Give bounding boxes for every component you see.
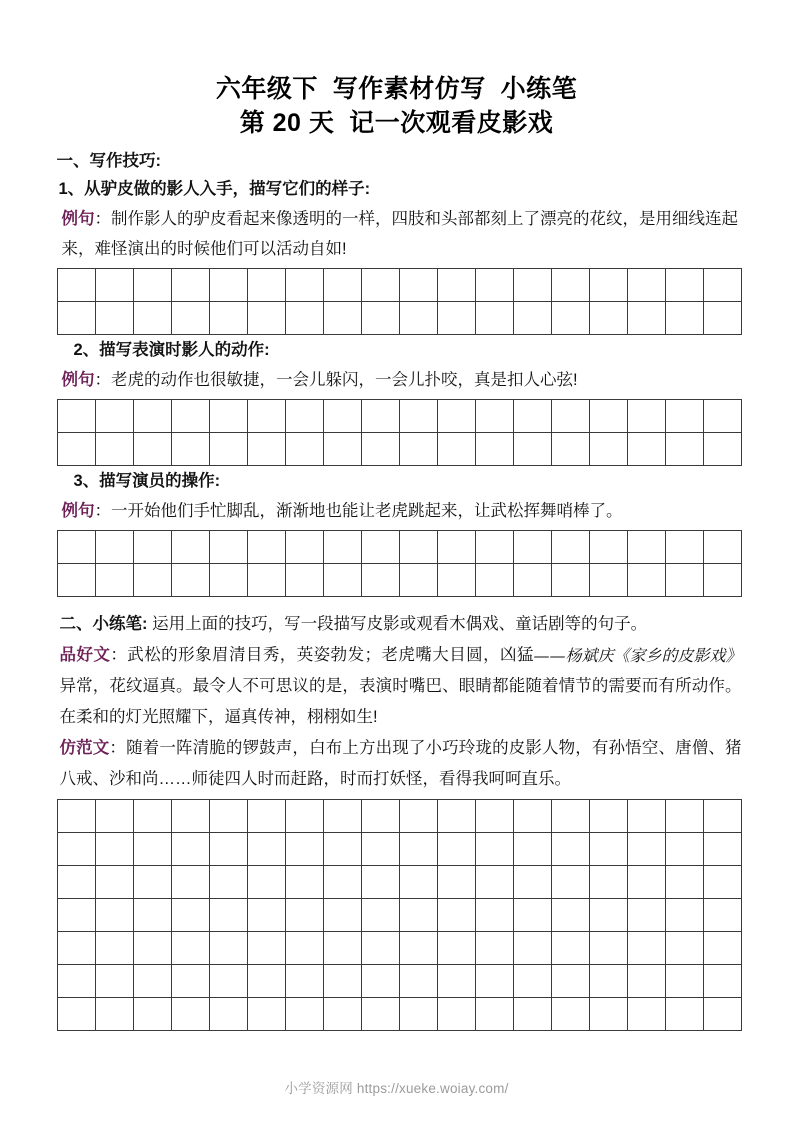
grid-cell[interactable] (704, 302, 742, 335)
grid-cell[interactable] (590, 302, 628, 335)
grid-cell[interactable] (476, 833, 514, 866)
grid-cell[interactable] (210, 932, 248, 965)
grid-cell[interactable] (514, 800, 552, 833)
grid-cell[interactable] (590, 400, 628, 433)
grid-cell[interactable] (248, 998, 286, 1031)
example-text-3: 一开始他们手忙脚乱，渐渐地也能让老虎跳起来，让武松挥舞哨棒了。 (111, 502, 623, 520)
grid-cell[interactable] (134, 998, 172, 1031)
grid-cell[interactable] (134, 800, 172, 833)
grid-cell[interactable] (172, 531, 210, 564)
model-text-label: 仿范文 (59, 739, 110, 757)
grid-cell[interactable] (400, 269, 438, 302)
grid-cell[interactable] (172, 965, 210, 998)
grid-cell[interactable] (628, 965, 666, 998)
writing-grid-main[interactable] (57, 799, 742, 1031)
section-two-label: 二、小练笔: (59, 615, 148, 633)
grid-cell[interactable] (362, 833, 400, 866)
grid-cell[interactable] (134, 302, 172, 335)
grid-cell[interactable] (552, 531, 590, 564)
grid-cell[interactable] (210, 899, 248, 932)
grid-cell[interactable] (324, 433, 362, 466)
grid-cell[interactable] (134, 899, 172, 932)
grid-cell[interactable] (704, 531, 742, 564)
grid-cell[interactable] (666, 433, 704, 466)
grid-cell[interactable] (286, 932, 324, 965)
grid-cell[interactable] (400, 433, 438, 466)
grid-cell[interactable] (438, 269, 476, 302)
technique-1-heading: 1、从驴皮做的影人入手，描写它们的样子: (58, 180, 371, 198)
grid-cell[interactable] (628, 833, 666, 866)
grid-cell[interactable] (362, 531, 400, 564)
example-text-2: 老虎的动作也很敏捷，一会儿躲闪，一会儿扑咬，真是扣人心弦! (111, 371, 578, 389)
grid-cell[interactable] (552, 866, 590, 899)
grid-cell[interactable] (438, 531, 476, 564)
grid-cell[interactable] (704, 400, 742, 433)
grid-cell[interactable] (438, 932, 476, 965)
grid-cell[interactable] (58, 302, 96, 335)
grid-cell[interactable] (514, 400, 552, 433)
grid-cell[interactable] (552, 998, 590, 1031)
grid-cell[interactable] (58, 433, 96, 466)
grid-cell[interactable] (248, 899, 286, 932)
grid-cell[interactable] (476, 531, 514, 564)
grid-cell[interactable] (96, 269, 134, 302)
grid-cell[interactable] (552, 800, 590, 833)
grid-cell[interactable] (134, 833, 172, 866)
example-text-1: 制作影人的驴皮看起来像透明的一样，四肢和头部都刻上了漂亮的花纹，是用细线连起来，难怪演出的时候他们可以活动自如! (61, 210, 738, 258)
grid-cell[interactable] (476, 899, 514, 932)
grid-cell[interactable] (666, 998, 704, 1031)
grid-cell[interactable] (134, 531, 172, 564)
grid-cell[interactable] (58, 531, 96, 564)
grid-cell[interactable] (172, 302, 210, 335)
grid-cell[interactable] (172, 800, 210, 833)
grid-cell[interactable] (286, 899, 324, 932)
grid-cell[interactable] (134, 269, 172, 302)
section-two-heading (60, 609, 742, 640)
grid-cell[interactable] (704, 965, 742, 998)
grid-cell[interactable] (96, 833, 134, 866)
grid-cell[interactable] (704, 800, 742, 833)
grid-cell[interactable] (286, 531, 324, 564)
grid-cell[interactable] (58, 998, 96, 1031)
grid-cell[interactable] (704, 433, 742, 466)
grid-cell[interactable] (324, 998, 362, 1031)
grid-cell[interactable] (628, 433, 666, 466)
example-label-1: 例句 (61, 210, 95, 228)
grid-cell[interactable] (514, 965, 552, 998)
grid-cell[interactable] (514, 269, 552, 302)
grid-cell[interactable] (286, 833, 324, 866)
grid-cell[interactable] (362, 866, 400, 899)
grid-cell[interactable] (58, 269, 96, 302)
grid-cell[interactable] (666, 833, 704, 866)
grid-cell[interactable] (704, 564, 742, 597)
grid-cell[interactable] (514, 899, 552, 932)
grid-cell[interactable] (438, 400, 476, 433)
grid-cell[interactable] (704, 899, 742, 932)
grid-cell[interactable] (628, 932, 666, 965)
grid-cell[interactable] (666, 800, 704, 833)
technique-3-heading: 3、描写演员的操作: (73, 472, 221, 490)
grid-cell[interactable] (552, 564, 590, 597)
grid-cell[interactable] (210, 269, 248, 302)
grid-cell[interactable] (628, 899, 666, 932)
grid-cell[interactable] (552, 400, 590, 433)
grid-cell[interactable] (666, 965, 704, 998)
writing-grid-1[interactable] (57, 268, 742, 335)
grid-cell[interactable] (628, 800, 666, 833)
grid-cell[interactable] (438, 433, 476, 466)
grid-cell[interactable] (400, 998, 438, 1031)
grid-cell[interactable] (628, 302, 666, 335)
grid-cell[interactable] (400, 899, 438, 932)
grid-cell[interactable] (248, 302, 286, 335)
grid-cell[interactable] (96, 899, 134, 932)
grid-cell[interactable] (286, 302, 324, 335)
grid-cell[interactable] (552, 932, 590, 965)
grid-cell[interactable] (248, 433, 286, 466)
grid-cell[interactable] (628, 998, 666, 1031)
grid-cell[interactable] (172, 899, 210, 932)
page-title (0, 0, 793, 140)
grid-cell[interactable] (362, 302, 400, 335)
grid-cell[interactable] (552, 833, 590, 866)
grid-cell[interactable] (476, 302, 514, 335)
grid-cell[interactable] (438, 564, 476, 597)
grid-cell[interactable] (514, 833, 552, 866)
grid-cell[interactable] (324, 800, 362, 833)
grid-cell[interactable] (438, 965, 476, 998)
grid-cell[interactable] (362, 400, 400, 433)
grid-cell[interactable] (476, 998, 514, 1031)
grid-cell[interactable] (362, 269, 400, 302)
grid-cell[interactable] (666, 899, 704, 932)
grid-cell[interactable] (552, 269, 590, 302)
technique-3-example (62, 496, 742, 526)
grid-cell[interactable] (324, 899, 362, 932)
grid-cell[interactable] (248, 564, 286, 597)
grid-cell[interactable] (96, 965, 134, 998)
grid-cell[interactable] (96, 998, 134, 1031)
grid-cell[interactable] (476, 800, 514, 833)
grid-cell[interactable] (438, 800, 476, 833)
grid-cell[interactable] (210, 998, 248, 1031)
grid-cell[interactable] (58, 564, 96, 597)
grid-cell[interactable] (248, 400, 286, 433)
grid-cell[interactable] (628, 866, 666, 899)
grid-cell[interactable] (666, 531, 704, 564)
grid-cell[interactable] (400, 531, 438, 564)
grid-cell[interactable] (628, 564, 666, 597)
grid-cell[interactable] (286, 866, 324, 899)
grid-cell[interactable] (324, 833, 362, 866)
grid-cell[interactable] (248, 800, 286, 833)
grid-cell[interactable] (590, 932, 628, 965)
grid-cell[interactable] (210, 866, 248, 899)
grid-cell[interactable] (96, 866, 134, 899)
grid-cell[interactable] (96, 564, 134, 597)
model-text-passage (60, 733, 742, 795)
grid-cell[interactable] (210, 400, 248, 433)
grid-cell[interactable] (590, 965, 628, 998)
grid-cell[interactable] (476, 866, 514, 899)
grid-cell[interactable] (666, 564, 704, 597)
grid-cell[interactable] (666, 400, 704, 433)
example-sep-2: ： (94, 371, 111, 389)
writing-grid-3[interactable] (57, 530, 742, 597)
grid-cell[interactable] (286, 400, 324, 433)
grid-cell[interactable] (172, 433, 210, 466)
grid-cell[interactable] (400, 400, 438, 433)
grid-cell[interactable] (476, 965, 514, 998)
grid-cell[interactable] (590, 564, 628, 597)
grid-cell[interactable] (286, 433, 324, 466)
grid-cell[interactable] (514, 302, 552, 335)
grid-cell[interactable] (628, 269, 666, 302)
grid-cell[interactable] (134, 866, 172, 899)
grid-cell[interactable] (134, 400, 172, 433)
section-one-heading: 一、写作技巧: (56, 152, 161, 170)
grid-cell[interactable] (514, 433, 552, 466)
grid-cell[interactable] (704, 833, 742, 866)
grid-cell[interactable] (590, 899, 628, 932)
good-text-attribution: ——杨斌庆《家乡的皮影戏》 (533, 646, 742, 665)
grid-cell[interactable] (438, 302, 476, 335)
model-text-sep: ： (109, 739, 127, 757)
grid-cell[interactable] (438, 899, 476, 932)
grid-cell[interactable] (628, 400, 666, 433)
grid-cell[interactable] (552, 899, 590, 932)
good-text-sep: ： (110, 646, 128, 664)
grid-cell[interactable] (58, 400, 96, 433)
grid-cell[interactable] (362, 800, 400, 833)
worksheet-content (52, 140, 742, 1031)
grid-cell[interactable] (134, 433, 172, 466)
grid-cell[interactable] (400, 302, 438, 335)
grid-cell[interactable] (324, 564, 362, 597)
grid-cell[interactable] (438, 998, 476, 1031)
grid-cell[interactable] (438, 833, 476, 866)
grid-cell[interactable] (628, 531, 666, 564)
grid-cell[interactable] (210, 531, 248, 564)
grid-cell[interactable] (476, 564, 514, 597)
grid-cell[interactable] (400, 965, 438, 998)
grid-cell[interactable] (552, 965, 590, 998)
grid-cell[interactable] (476, 433, 514, 466)
grid-cell[interactable] (210, 564, 248, 597)
grid-cell[interactable] (58, 899, 96, 932)
grid-cell[interactable] (172, 866, 210, 899)
grid-cell[interactable] (248, 932, 286, 965)
grid-cell[interactable] (248, 866, 286, 899)
example-label-2: 例句 (61, 371, 95, 389)
writing-grid-2[interactable] (57, 399, 742, 466)
grid-cell[interactable] (248, 531, 286, 564)
grid-cell[interactable] (400, 833, 438, 866)
grid-cell[interactable] (590, 433, 628, 466)
title-line-2: 第 20 天 记一次观看皮影戏 (239, 109, 554, 137)
grid-cell[interactable] (172, 564, 210, 597)
grid-cell[interactable] (96, 400, 134, 433)
grid-cell[interactable] (666, 302, 704, 335)
grid-cell[interactable] (58, 800, 96, 833)
grid-cell[interactable] (552, 302, 590, 335)
example-label-3: 例句 (61, 502, 95, 520)
grid-cell[interactable] (286, 965, 324, 998)
grid-cell[interactable] (248, 833, 286, 866)
grid-cell[interactable] (134, 932, 172, 965)
grid-cell[interactable] (590, 269, 628, 302)
grid-cell[interactable] (514, 998, 552, 1031)
grid-cell[interactable] (324, 400, 362, 433)
title-line-1: 六年级下 写作素材仿写 小练笔 (215, 75, 578, 103)
grid-cell[interactable] (666, 932, 704, 965)
grid-cell[interactable] (286, 800, 324, 833)
example-sep-3: ： (94, 502, 111, 520)
grid-cell[interactable] (362, 564, 400, 597)
grid-cell[interactable] (172, 998, 210, 1031)
grid-cell[interactable] (362, 965, 400, 998)
grid-cell[interactable] (704, 998, 742, 1031)
grid-cell[interactable] (172, 269, 210, 302)
grid-cell[interactable] (324, 932, 362, 965)
grid-cell[interactable] (362, 932, 400, 965)
grid-cell[interactable] (96, 302, 134, 335)
grid-cell[interactable] (210, 833, 248, 866)
grid-cell[interactable] (704, 269, 742, 302)
grid-cell[interactable] (514, 932, 552, 965)
grid-cell[interactable] (362, 998, 400, 1031)
grid-cell[interactable] (286, 998, 324, 1031)
grid-cell[interactable] (324, 965, 362, 998)
grid-cell[interactable] (96, 433, 134, 466)
grid-cell[interactable] (590, 800, 628, 833)
grid-cell[interactable] (476, 269, 514, 302)
grid-cell[interactable] (514, 531, 552, 564)
grid-cell[interactable] (96, 932, 134, 965)
grid-cell[interactable] (172, 932, 210, 965)
grid-cell[interactable] (324, 866, 362, 899)
grid-cell[interactable] (210, 433, 248, 466)
grid-cell[interactable] (666, 866, 704, 899)
grid-cell[interactable] (172, 400, 210, 433)
grid-cell[interactable] (552, 433, 590, 466)
grid-cell[interactable] (248, 269, 286, 302)
good-text-label: 品好文 (59, 646, 111, 664)
grid-cell[interactable] (590, 833, 628, 866)
grid-cell[interactable] (210, 302, 248, 335)
grid-cell[interactable] (362, 433, 400, 466)
grid-cell[interactable] (58, 833, 96, 866)
grid-cell[interactable] (58, 965, 96, 998)
good-text-body: 武松的形象眉清目秀，英姿勃发；老虎嘴大目圆，凶猛异常，花纹逼真。最令人不可思议的是，表演时嘴巴、眼睛都能随着情节的需要而有所动作。在柔和的灯光照耀下，逼真传神，栩栩如生! (59, 646, 742, 726)
technique-1-example (62, 204, 742, 264)
grid-cell[interactable] (400, 932, 438, 965)
site-watermark: 小学资源网 https://xueke.woiay.com/ (284, 1081, 509, 1096)
grid-cell[interactable] (134, 965, 172, 998)
grid-cell[interactable] (476, 932, 514, 965)
grid-cell[interactable] (400, 564, 438, 597)
grid-cell[interactable] (362, 899, 400, 932)
grid-cell[interactable] (172, 833, 210, 866)
grid-cell[interactable] (400, 866, 438, 899)
grid-cell[interactable] (590, 531, 628, 564)
grid-cell[interactable] (58, 866, 96, 899)
grid-cell[interactable] (476, 400, 514, 433)
example-sep-1: ： (94, 210, 111, 228)
grid-cell[interactable] (590, 866, 628, 899)
grid-cell[interactable] (286, 564, 324, 597)
grid-cell[interactable] (704, 932, 742, 965)
model-text-body: 随着一阵清脆的锣鼓声，白布上方出现了小巧玲珑的皮影人物，有孙悟空、唐僧、猪八戒、沙和尚……师徒四人时而赶路，时而打妖怪，看得我呵呵直乐。 (59, 739, 742, 788)
grid-cell[interactable] (438, 866, 476, 899)
grid-cell[interactable] (514, 866, 552, 899)
grid-cell[interactable] (590, 998, 628, 1031)
good-text-passage (60, 640, 742, 733)
grid-cell[interactable] (324, 531, 362, 564)
grid-cell[interactable] (96, 800, 134, 833)
technique-2-heading: 2、描写表演时影人的动作: (73, 341, 270, 359)
grid-cell[interactable] (134, 564, 172, 597)
grid-cell[interactable] (96, 531, 134, 564)
grid-cell[interactable] (210, 800, 248, 833)
grid-cell[interactable] (400, 800, 438, 833)
grid-cell[interactable] (514, 564, 552, 597)
section-two-instruction: 运用上面的技巧，写一段描写皮影或观看木偶戏、童话剧等的句子。 (147, 615, 648, 633)
grid-cell[interactable] (666, 269, 704, 302)
technique-2-example (62, 365, 742, 395)
grid-cell[interactable] (324, 269, 362, 302)
grid-cell[interactable] (704, 866, 742, 899)
grid-cell[interactable] (210, 965, 248, 998)
grid-cell[interactable] (324, 302, 362, 335)
grid-cell[interactable] (248, 965, 286, 998)
grid-cell[interactable] (286, 269, 324, 302)
grid-cell[interactable] (58, 932, 96, 965)
